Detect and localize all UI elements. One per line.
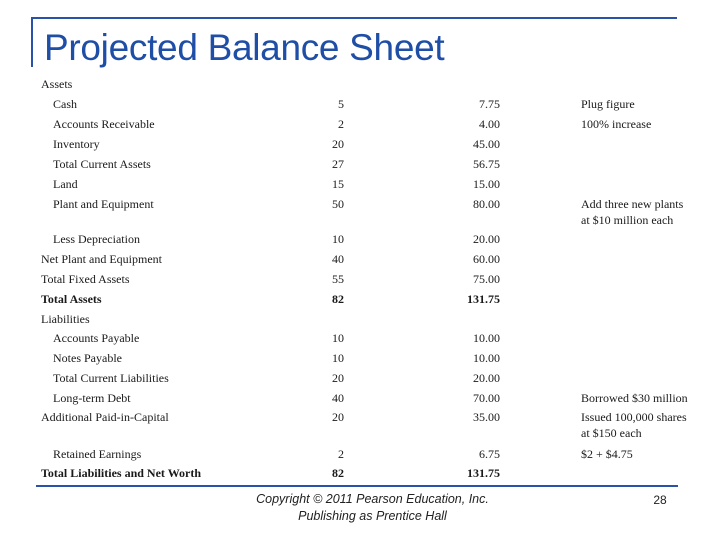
row-label: Accounts Payable (53, 331, 140, 345)
row-value-current: 20 (332, 137, 344, 151)
row-label: Notes Payable (53, 351, 122, 365)
row-value-current: 40 (332, 252, 344, 266)
row-value-projected: 6.75 (479, 447, 500, 461)
row-value-projected: 80.00 (473, 197, 500, 211)
row-value-projected: 15.00 (473, 177, 500, 191)
row-label: Additional Paid-in-Capital (41, 410, 169, 424)
row-label: Less Depreciation (53, 232, 140, 246)
row-value-current: 82 (332, 292, 344, 306)
row-value-current: 15 (332, 177, 344, 191)
row-label: Assets (41, 77, 73, 91)
row-label: Total Liabilities and Net Worth (41, 466, 202, 480)
row-value-current: 20 (332, 371, 344, 385)
row-value-current: 27 (332, 157, 344, 171)
row-value-projected: 56.75 (473, 157, 500, 171)
row-note: Borrowed $30 million (581, 391, 688, 405)
row-value-projected: 75.00 (473, 272, 500, 286)
row-label: Net Plant and Equipment (41, 252, 162, 266)
row-label: Plant and Equipment (53, 197, 154, 211)
title-frame-top-line (31, 17, 677, 19)
row-value-current: 2 (338, 117, 344, 131)
copyright-line-2: Publishing as Prentice Hall (298, 509, 447, 523)
row-note: $2 + $4.75 (581, 447, 633, 461)
row-value-projected: 45.00 (473, 137, 500, 151)
slide-title: Projected Balance Sheet (44, 27, 445, 68)
row-value-current: 5 (338, 97, 344, 111)
row-value-projected: 7.75 (479, 97, 500, 111)
row-value-current: 82 (332, 466, 344, 480)
row-note-line-2: at $10 million each (581, 213, 674, 227)
row-label: Accounts Receivable (53, 117, 155, 131)
row-value-projected: 10.00 (473, 331, 500, 345)
row-value-projected: 70.00 (473, 391, 500, 405)
row-label: Total Current Assets (53, 157, 151, 171)
row-label: Long-term Debt (53, 391, 131, 405)
row-label: Total Current Liabilities (53, 371, 169, 385)
row-note-line-2: at $150 each (581, 426, 642, 440)
row-note: Add three new plants (581, 197, 684, 211)
copyright-line-1: Copyright © 2011 Pearson Education, Inc. (256, 492, 489, 506)
row-label: Land (53, 177, 78, 191)
page-number: 28 (653, 493, 667, 507)
copyright-notice (200, 491, 545, 525)
row-note: 100% increase (581, 117, 652, 131)
row-value-projected: 20.00 (473, 232, 500, 246)
row-note: Issued 100,000 shares (581, 410, 687, 424)
row-value-projected: 4.00 (479, 117, 500, 131)
row-label: Retained Earnings (53, 447, 142, 461)
row-label: Inventory (53, 137, 100, 151)
row-value-current: 10 (332, 232, 344, 246)
row-value-projected: 10.00 (473, 351, 500, 365)
row-value-current: 2 (338, 447, 344, 461)
row-label: Total Assets (41, 292, 102, 306)
row-value-projected: 131.75 (467, 292, 500, 306)
row-value-current: 40 (332, 391, 344, 405)
row-value-projected: 131.75 (467, 466, 500, 480)
row-value-current: 20 (332, 410, 344, 424)
row-note: Plug figure (581, 97, 635, 111)
footer-divider (36, 485, 678, 487)
row-value-current: 10 (332, 351, 344, 365)
row-value-current: 55 (332, 272, 344, 286)
row-value-projected: 35.00 (473, 410, 500, 424)
row-label: Liabilities (41, 312, 90, 326)
row-label: Total Fixed Assets (41, 272, 130, 286)
row-value-projected: 60.00 (473, 252, 500, 266)
title-frame-left-line (31, 17, 33, 67)
row-value-current: 10 (332, 331, 344, 345)
row-value-projected: 20.00 (473, 371, 500, 385)
row-label: Cash (53, 97, 77, 111)
row-value-current: 50 (332, 197, 344, 211)
